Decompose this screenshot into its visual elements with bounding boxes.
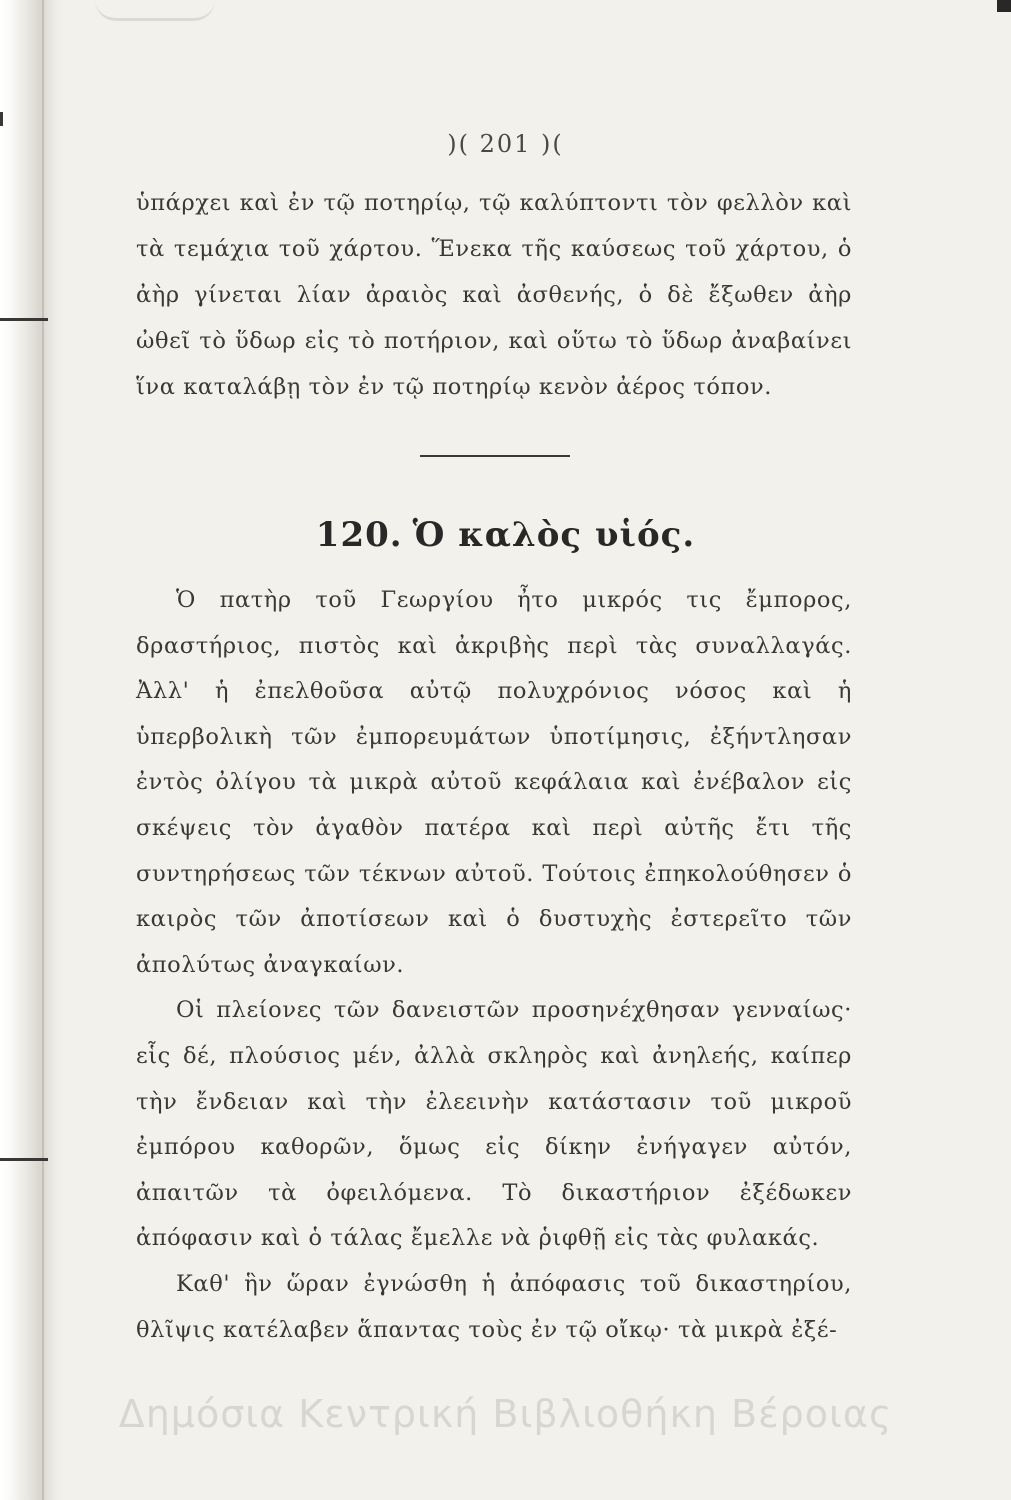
body-paragraph-2: Οἱ πλείονες τῶν δανειστῶν προσηνέχθησαν γενναίως· εἷς δέ, πλούσιος μέν, ἀλλὰ σκληρὸς καὶ ἀνηλεής, καίπερ τὴν ἔνδειαν καὶ τὴν ἐλεεινὴν κατάστασιν τοῦ μικροῦ ἐμπόρου καθορῶν, ὅμως εἰς δίκην ἐνήγαγεν αὐτόν, ἀπαιτῶν τὰ ὀφειλόμενα. Τὸ δικαστήριον ἐξέδωκεν ἀπόφασιν καὶ ὁ τάλας ἔμελλε νὰ ῥιφθῇ εἰς τὰς φυλακάς. <box>136 997 852 1252</box>
scan-corner-artifact <box>997 0 1011 12</box>
margin-mark-lower <box>0 1158 48 1161</box>
margin-mark-top <box>0 112 25 126</box>
section-heading <box>0 515 1011 555</box>
section-body <box>136 578 852 1353</box>
section-number: 120. <box>315 515 403 555</box>
page-corner-shadow <box>95 0 215 21</box>
spine-fold-line <box>42 0 44 1500</box>
section-divider-rule <box>420 455 570 457</box>
margin-mark-upper <box>0 318 48 321</box>
page-number-header: )( 201 )( <box>447 130 564 158</box>
section-title: Ὁ καλὸς υἱός. <box>412 515 696 555</box>
library-watermark: Δημόσια Κεντρική Βιβλιοθήκη Βέροιας <box>118 1392 893 1436</box>
book-spine-edge <box>0 0 62 1500</box>
body-paragraph-1: Ὁ πατὴρ τοῦ Γεωργίου ἦτο μικρός τις ἔμπορος, δραστήριος, πιστὸς καὶ ἀκριβὴς περὶ τὰς συναλλαγάς. Ἀλλ' ἡ ἐπελθοῦσα αὐτῷ πολυχρόνιος νόσος καὶ ἡ ὑπερβολικὴ τῶν ἐμπορευμάτων ὑποτίμησις, ἐξήντλησαν ἐντὸς ὀλίγου τὰ μικρὰ αὐτοῦ κεφάλαια καὶ ἐνέβαλον εἰς σκέψεις τὸν ἀγαθὸν πατέρα καὶ περὶ αὐτῆς ἔτι τῆς συντηρήσεως τῶν τέκνων αὐτοῦ. Τούτοις ἐπηκολούθησεν ὁ καιρὸς τῶν ἀποτίσεων καὶ ὁ δυστυχὴς ἐστερεῖτο τῶν ἀπολύτως ἀναγκαίων. <box>136 587 852 978</box>
continuation-text-block <box>136 180 852 410</box>
continuation-paragraph: ὑπάρχει καὶ ἐν τῷ ποτηρίῳ, τῷ καλύπτοντι τὸν φελλὸν καὶ τὰ τεμάχια τοῦ χάρτου. Ἕνεκα τῆς καύσεως τοῦ χάρτου, ὁ ἀὴρ γίνεται λίαν ἀραιὸς καὶ ἀσθενής, ὁ δὲ ἔξωθεν ἀὴρ ὠθεῖ τὸ ὕδωρ εἰς τὸ ποτήριον, καὶ οὕτω τὸ ὕδωρ ἀναβαίνει ἵνα καταλάβῃ τὸν ἐν τῷ ποτηρίῳ κενὸν ἀέρος τόπον. <box>136 190 852 400</box>
body-paragraph-3: Καθ' ἣν ὥραν ἐγνώσθη ἡ ἀπόφασις τοῦ δικαστηρίου, θλῖψις κατέλαβεν ἅπαντας τοὺς ἐν τῷ οἴκῳ· τὰ μικρὰ ἐξέ- <box>136 1270 852 1343</box>
